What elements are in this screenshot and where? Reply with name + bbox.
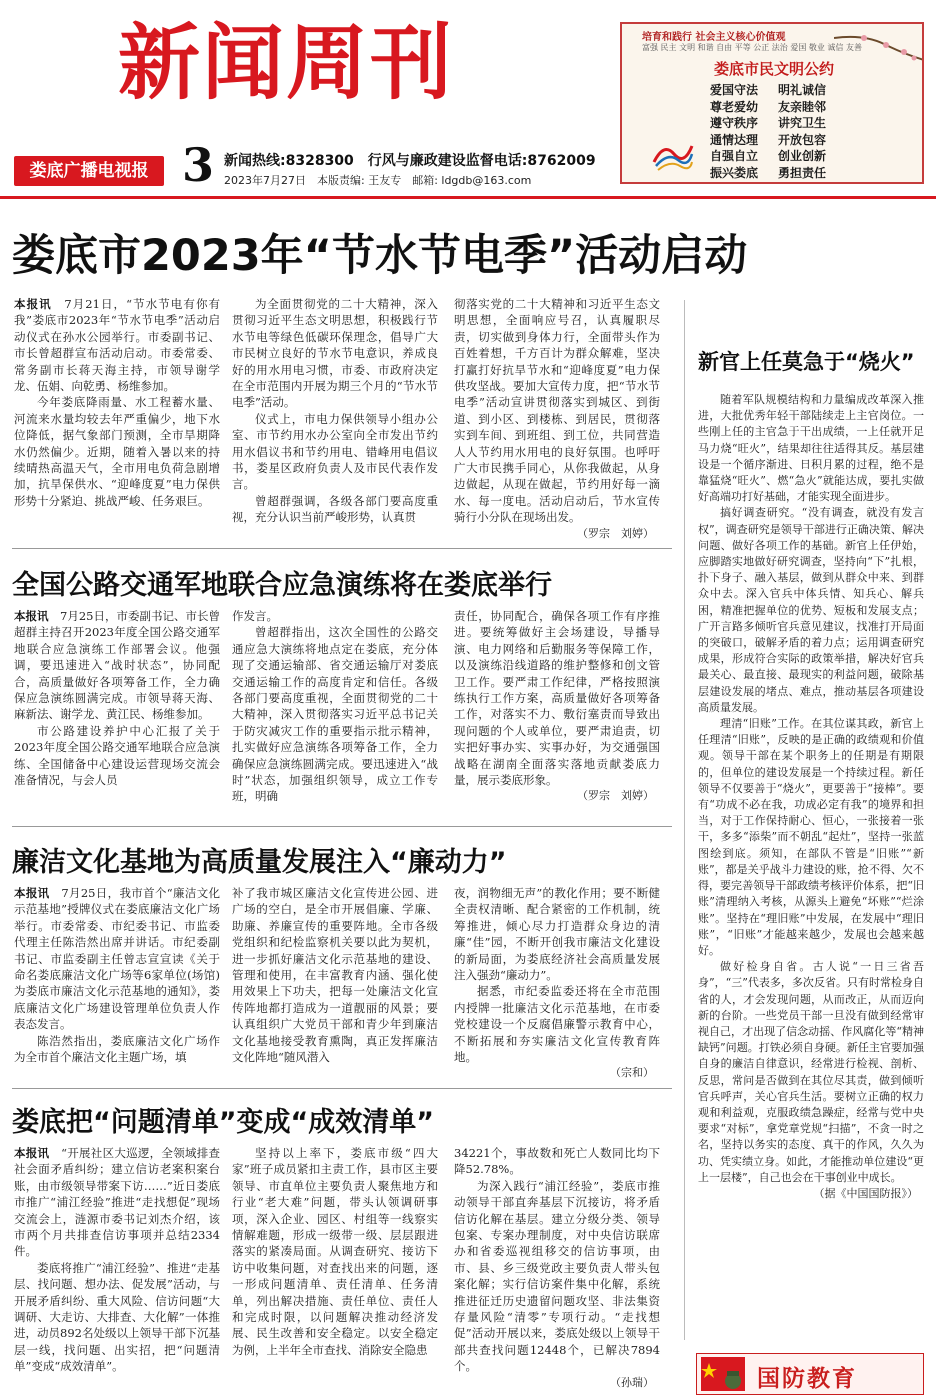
article-3-headline: 廉洁文化基地为高质量发展注入“廉动力” xyxy=(12,847,507,878)
sidebar-para: 搞好调查研究。“没有调查，就没有发言权”，调查研究是领导干部进行正确决策、解决问题、做好各项工作的基础。新官上任伊始，应脚踏实地做好研究调查，坚持向“下”扎根，扑下身子、融入基层，做到从群众中来、到群众中去。深入官兵中体兵情、知兵心、解兵困，精准把握单位的优势、短板和发展支点；广开言路多倾听官兵意见建议，找准打开局面的突破口，破解矛盾的着力点；运用调查研究成果，形成符合实际的政策举措，解决好官兵最关心、最直接、最现实的利益问题，破除基层建设发展的堵点、难点，推动基层各项建设高质量发展。 xyxy=(698,506,924,714)
article-3-col-1 xyxy=(14,885,220,1065)
page-number: 3 xyxy=(182,138,215,192)
defense-banner-title: 国防教育 xyxy=(757,1366,857,1392)
civility-row: 振兴娄底 勇担责任 xyxy=(710,165,827,180)
article-1-para: 曾超群强调，各级各部门要高度重视，充分认识当前严峻形势，认真贯 xyxy=(232,493,438,525)
article-1-para: 彻落实党的二十大精神和习近平生态文明思想，全面响应号召，认真履职尽责，切实做到身体力行，全面带头作为百姓着想，千方百计为群众解难，坚决打赢打好抗旱节水和“迎峰度夏”电力保供攻坚战。要加大宣传力度，把“节水节电季”活动宣讲贯彻落实到城区、到街道、到小区、到楼栋、到居民，贯彻落实到车间、到班组、到工位，共同营造人人节约用水用电的良好氛围。也呼吁广大市民携手同心，从你我做起，从身边做起，从现在做起，节约用好每一滴水、每一度电。活动启动后，节水宣传骑行小分队在现场出发。 xyxy=(454,297,660,525)
civility-row: 通情达理 开放包容 xyxy=(710,132,827,147)
article-1-col-2 xyxy=(232,296,438,526)
city-emblem-icon xyxy=(650,132,694,172)
article-4-lead: 本报讯 xyxy=(14,1146,50,1160)
article-1-para: 仪式上，市电力保供领导小组办公室、市节约用水办公室向全市发出节约用水倡议书和节约用电、错峰用电倡议书，娄星区政府负责人及市民代表作发言。 xyxy=(232,411,438,492)
paper-name-logo: 娄底广播电视报 xyxy=(14,156,164,186)
article-2-col-1 xyxy=(14,608,220,788)
article-3-lead: 本报讯 xyxy=(14,886,50,900)
article-2-headline: 全国公路交通军地联合应急演练将在娄底举行 xyxy=(12,570,552,601)
article-3-para: 夜，润物细无声”的教化作用；要不断健全责权清晰、配合紧密的工作机制，统筹推进，倾心尽力打造群众身边的清廉“佳”园，不断开创我市廉洁文化建设的新局面，为娄底经济社会高质量发展注入强劲“廉动力”。 xyxy=(454,886,660,983)
article-3-para: 据悉，市纪委监委还将在全市范围内授牌一批廉洁文化示范基地，在市委党校建设一个反腐倡廉警示教育中心，不断拓展和夯实廉洁文化宣传教育阵地。 xyxy=(454,984,660,1065)
article-2-para: 曾超群指出，这次全国性的公路交通应急大演练将地点定在娄底，充分体现了交通运输部、省交通运输厅对娄底交通运输工作的高度肯定和信任。各级各部门要高度重视，全面贯彻党的二十大精神，深入贯彻落实习近平总书记关于防灾减灾工作的重要指示批示精神，扎实做好应急演练各项筹备工作，全力确保应急演练圆满完成。要迅速进入“战时”状态，加强组织领导，成立工作专班，明确 xyxy=(232,625,438,804)
civility-slogan: 培育和践行 社会主义核心价值观 xyxy=(642,32,786,43)
article-4-headline: 娄底把“问题清单”变成“成效清单” xyxy=(12,1107,434,1138)
article-2-byline: （罗宗 刘婷） xyxy=(577,789,654,803)
article-4-col-2 xyxy=(232,1145,438,1358)
article-4-col-1 xyxy=(14,1145,220,1375)
national-defense-banner xyxy=(696,1353,924,1395)
sidebar-para: 随着军队规模结构和力量编成改革深入推进，大批优秀年轻干部陆续走上主官岗位。一些刚上任的主官急于干出成绩，一上任就开足马力烧“旺火”，结果却往往适得其反。基层建设是一个循序渐进、日积月累的过程，绝不是靠猛烧“旺火”、燃“急火”就能达成，要扎实做好高端功打好基础，才能实现全面进步。 xyxy=(698,393,924,504)
article-1-headline: 娄底市2023年“节水节电季”活动启动 xyxy=(12,231,748,281)
newspaper-title: 新闻周刊 xyxy=(118,15,455,111)
civility-row: 自强自立 创业创新 xyxy=(710,149,827,163)
civility-row: 遵守秩序 讲究卫生 xyxy=(710,116,827,130)
article-4-para: 34221个，事故数和死亡人数同比均下降52.78%。 xyxy=(454,1146,660,1177)
article-4-para: 为深入践行“浦江经验”，娄底市推动领导干部直奔基层下沉接访，将矛盾信访化解在基层。建立分级分类、领导包案、专案办理制度，对中央信访联席办和省委巡视组移交的信访事项，由市、县、乡三级党政主要负责人带头包案化解；实行信访案件集中化解，系统推进征迁历史遗留问题攻坚、非法集资存量风险“清零”专项行动。“走找想促”活动开展以来，娄底处级以上领导干部共查找问题12448个，已解决7894个。 xyxy=(454,1178,660,1374)
article-3-col-2 xyxy=(232,885,438,1065)
article-3-para: 陈浩然指出，娄底廉洁文化广场作为全市首个廉洁文化主题广场，填 xyxy=(14,1033,220,1065)
article-1-para: 7月21日，“节水节电有你有我”娄底市2023年“节水节电季”活动启动仪式在孙水公园举行。市委副书记、市长曾超群宣布活动启动。市委常委、常务副市长蒋天海主持，市领导谢学龙、伍娟、向乾勇、杨维参加。 xyxy=(14,297,221,394)
article-1-col-1 xyxy=(14,296,220,509)
article-2-col-3 xyxy=(454,608,660,805)
article-4-para: “开展社区大巡逻，全领域排查社会面矛盾纠纷；建立信访老案积案台账，由市级领导带案下访……”近日娄底市推广“浦江经验”推进“走找想促”现场交流会上，涟源市委书记刘杰介绍，该市两个月共排查信访事项并总结2334件。 xyxy=(14,1146,221,1259)
article-1-byline: （罗宗 刘婷） xyxy=(577,526,654,540)
article-1-para: 为全面贯彻党的二十大精神，深入贯彻习近平生态文明思想，积极践行节水节电等绿色低碳环保理念，倡导广大市民树立良好的节水节电意识，养成良好的用水用电习惯，市委、市政府决定在全市范围内开展为期三个月的“节水节电季”活动。 xyxy=(232,297,438,410)
core-values-line: 富强 民主 文明 和谐 自由 平等 公正 法治 爱国 敬业 诚信 友善 xyxy=(642,43,862,52)
article-2-para: 责任，协同配合，确保各项工作有序推进。要统筹做好主会场建设，导播导演、电力网络和后勤服务等保障工作，以及演练沿线道路的维护整修和创文管卫工作。要严肃工作纪律，严格按照演练执行工作方案，高质量做好各项筹备工作，对落实不力、敷衍塞责而导致出现问题的个人或单位，要严肃追责，切实把好事办实、实事办好，为交通强国战略在湖南全面落实落地贡献娄底力量，展示娄底形象。 xyxy=(454,609,660,788)
civility-row: 爱国守法 明礼诚信 xyxy=(710,83,827,97)
article-4-para: 娄底将推广“浦江经验”、推进“走基层、找问题、想办法、促发展”活动，与开展矛盾纠纷、重大风险、信访问题“大调研、大走访、大排查、大化解”一体推进，动员892名处级以上领导干部下沉基层一线，找问题、出实招，把“问题清单”变成“成效清单”。 xyxy=(14,1260,220,1374)
article-4-byline: （孙瑞） xyxy=(610,1375,654,1389)
article-2-para: 作发言。 xyxy=(232,609,278,623)
article-2-lead: 本报讯 xyxy=(14,609,49,623)
hotline-text: 新闻热线:8328300 行风与廉政建设监督电话:8762009 xyxy=(224,153,596,169)
sidebar-body xyxy=(698,392,924,1202)
article-2-para: 市公路建设养护中心汇报了关于2023年度全国公路交通军地联合应急演练、全国储备中心建设运营现场交流会准备情况，与会人员 xyxy=(14,723,220,788)
article-3-para: 补了我市城区廉洁文化宣传进公园、进广场的空白，是全市开展倡廉、学廉、助廉、养廉宣传的重要阵地。全市各级党组织和纪检监察机关要以此为契机，进一步抓好廉洁文化示范基地的建设、管理和使用，在丰富教育内涵、强化使用效果上下功夫，把每一处廉洁文化宣传阵地都打造成为一道靓丽的风景；要认真组织广大党员干部和青少年到廉洁文化基地接受教育熏陶，真正发挥廉洁文化阵地“随风潜入 xyxy=(232,886,438,1065)
article-3-byline: （宗和） xyxy=(610,1066,654,1080)
article-4-col-3 xyxy=(454,1145,660,1391)
article-4-para: 坚持以上率下，娄底市级“四大家”班子成员紧扣主责工作，县市区主要领导、市直单位主要负责人聚焦地方和行业“老大难”问题，带头认领调研事项，深入企业、园区、村组等一线察实情解难题，形成一级带一级、层层跟进落实的紧凑局面。从调查研究、接访下访中收集问题，对查找出来的问题，逐一形成问题清单、责任清单、任务清单，列出解决措施、责任单位、责任人和完成时限，以问题解决推动经济发展、民生改善和安全稳定。以安全稳定为例，上半年全市查找、消除安全隐患 xyxy=(232,1146,438,1357)
sidebar-divider xyxy=(684,300,685,1340)
sidebar-para: 做好检身自省。古人说“一日三省吾身”，“三”代表多，多次反省。只有时常检身自省的人，才会发现问题，从而改正，从而迈向新的台阶。一些党员干部一旦没有做到经常审视自己，才出现了信念动摇、作风腐化等“精神缺钙”问题。打铁必须自身硬。新任主官要加强自身的廉洁自律意识，经常进行检视、剖析、反思，常问是否做到在其位尽其责，做到倾听官兵呼声，关心官兵生活。要树立正确的权力观和利益观，克服政绩急躁症，经常与党中央要求“对标”，拿党章党规“扫描”，不贪一时之名，坚持以务实的态度、真干的作风，久久为功、凭实绩立身。如此，才能推动单位建设“更上一层楼”，自己也会在干事创业中成长。 xyxy=(698,960,924,1184)
civility-convention-box xyxy=(620,22,924,184)
article-1-lead: 本报讯 xyxy=(14,297,52,311)
issue-info: 2023年7月27日 本版责编: 王友专 邮箱: ldgdb@163.com xyxy=(224,174,532,187)
civility-row: 尊老爱幼 友亲睦邻 xyxy=(710,99,827,114)
article-3-col-3 xyxy=(454,885,660,1082)
section-divider xyxy=(12,826,672,827)
sidebar-para: 理清“旧账”工作。在其位谋其政，新官上任理清“旧账”，反映的是正确的政绩观和价值观。领导干部在某个职务上的任期是有期限的，但单位的建设发展是一个持续过程。新任领导不仅要善于“烧火”，更要善于“接棒”。要有“功成不必在我，功成必定有我”的境界和担当，对于工作保持耐心、恒心，一张接着一张干，多多“添柴”而不朝乱“起灶”，坚持一张蓝图绘到底。须知，在部队不管是“旧账”“新账”，都是关乎战斗力建设的账，抢不得、欠不得，要完善领导干部政绩考核评价体系，把“旧账”清理纳入考核，从源头上避免“坏账”“烂涂账”。坚持在“理旧账”中发展，在发展中“理旧账”，“旧账”才能越来越少，发展也会越来越好。 xyxy=(698,717,924,957)
article-1-col-3 xyxy=(454,296,660,542)
article-1-para: 今年娄底降雨量、水工程蓄水量、河流来水量均较去年严重偏少，地下水位降低，据气象部门预测，全市旱期降水仍然偏少。近期，随着入暑以来的持续晴热高温天气，全市用电负荷急剧增加，抗旱保供水、“迎峰度夏”电力保供形势十分紧迫、挑战严峻、任务艰巨。 xyxy=(14,395,220,508)
sidebar-source: （据《中国国防报》） xyxy=(813,1186,918,1200)
article-3-para: 7月25日，我市首个“廉洁文化示范基地”授牌仪式在娄底廉洁文化广场举行。市委常委、市纪委书记、市监委代理主任陈浩然出席并讲话。市纪委副书记、市监委副主任曾志宣宣读《关于命名娄底廉洁文化广场等6家单位(场馆)为娄底市廉洁文化示范基地的通知》，娄底廉洁文化广场建设管理单位负责人作表态发言。 xyxy=(14,886,221,1032)
civility-title: 娄底市民文明公约 xyxy=(713,60,834,78)
article-2-col-2 xyxy=(232,608,438,805)
sidebar-headline: 新官上任莫急于“烧火” xyxy=(698,350,915,374)
soldier-flag-icon xyxy=(701,1357,745,1391)
masthead-divider xyxy=(0,196,936,199)
section-divider xyxy=(12,1088,672,1089)
civility-rows xyxy=(710,82,846,181)
section-divider xyxy=(12,548,672,549)
article-2-para: 7月25日，市委副书记、市长曾超群主持召开2023年度全国公路交通军地联合应急演练工作部署会议。他强调，要迅速进入“战时状态”，协同配合，高质量做好各项筹备工作，全力确保应急演练圆满完成。市领导蒋天海、麻新法、谢学龙、黄江民、杨维参加。 xyxy=(14,609,221,722)
